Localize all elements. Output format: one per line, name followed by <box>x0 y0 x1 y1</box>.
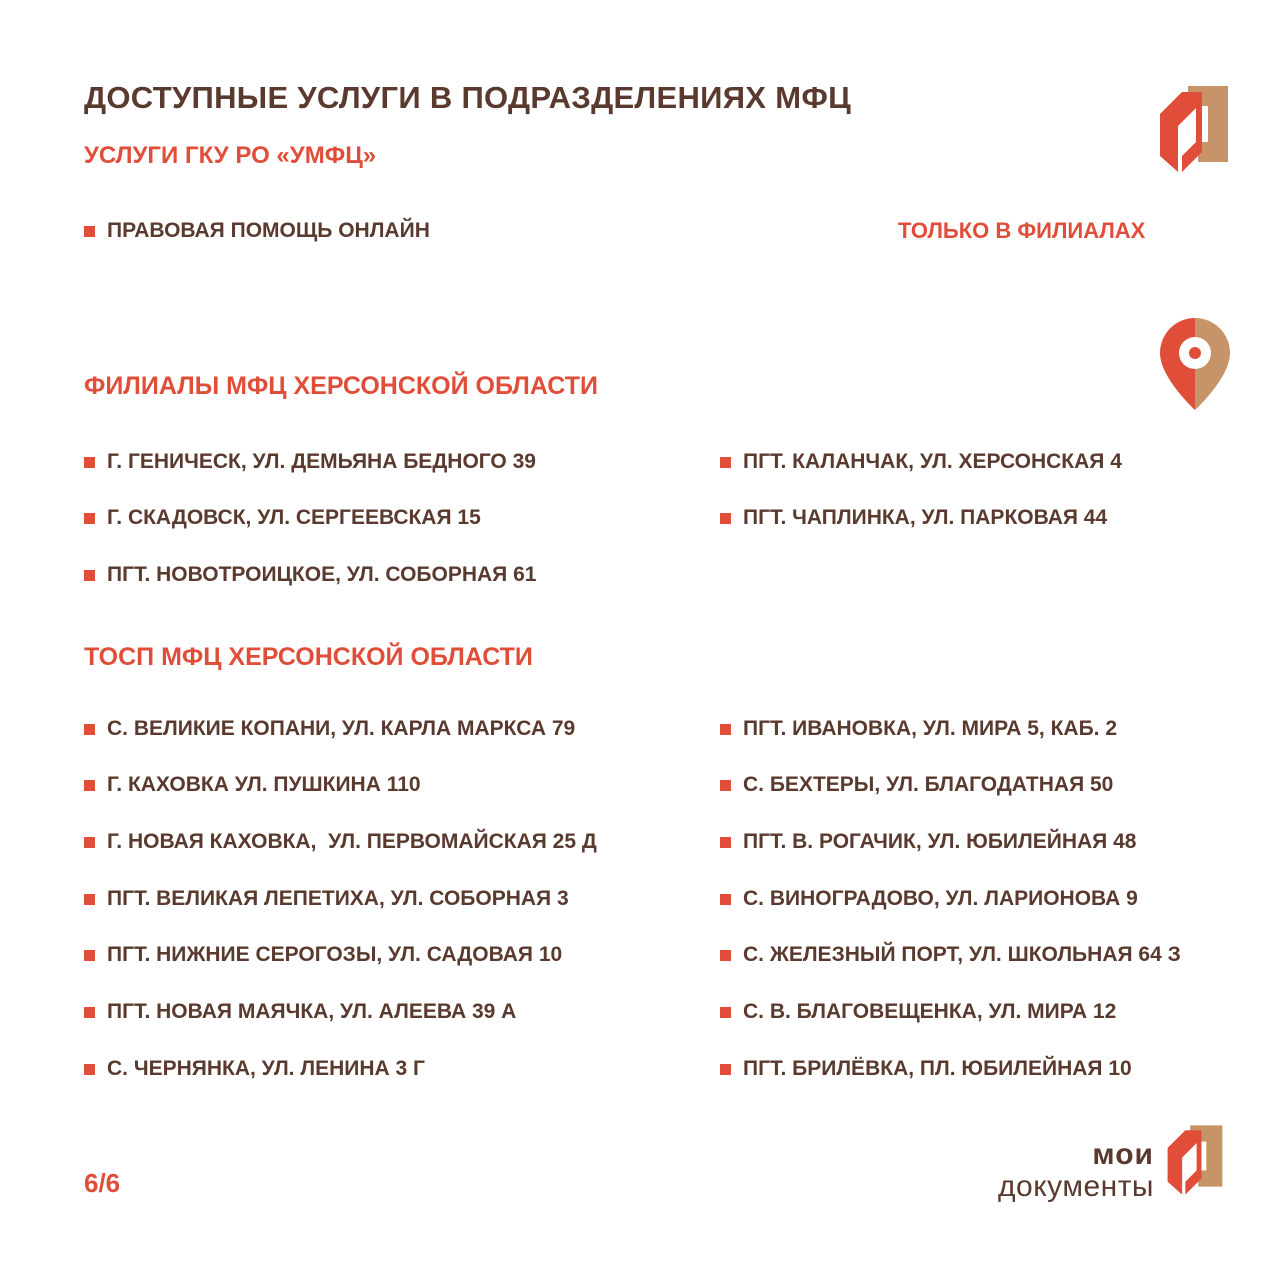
brand-wordmark <box>944 1140 1154 1202</box>
address-label: ПГТ. В. РОГАЧИК, УЛ. ЮБИЛЕЙНАЯ 48 <box>743 830 1137 853</box>
page-number: 6/6 <box>84 1168 121 1198</box>
bullet-icon <box>720 1064 731 1075</box>
list-item <box>84 450 536 474</box>
list-item <box>84 506 481 530</box>
address-label: Г. ГЕНИЧЕСК, УЛ. ДЕМЬЯНА БЕДНОГО 39 <box>107 450 536 473</box>
list-item <box>720 1000 1116 1024</box>
address-label: Г. СКАДОВСК, УЛ. СЕРГЕЕВСКАЯ 15 <box>107 506 481 529</box>
brand-logo-icon <box>1166 1122 1224 1198</box>
page-subtitle: УСЛУГИ ГКУ РО «УМФЦ» <box>84 142 377 169</box>
list-item <box>84 1000 516 1024</box>
brand-top-text: мои <box>1092 1138 1154 1171</box>
list-item <box>720 450 1122 474</box>
mfc-logo-icon <box>1158 86 1230 172</box>
location-pin-icon <box>1160 318 1230 410</box>
bullet-icon <box>84 724 95 735</box>
address-label: Г. НОВАЯ КАХОВКА, УЛ. ПЕРВОМАЙСКАЯ 25 Д <box>107 830 597 853</box>
list-item <box>84 219 430 243</box>
brand-bottom-text: документы <box>998 1170 1154 1203</box>
list-item <box>84 943 562 967</box>
list-item <box>84 563 536 587</box>
address-label: ПГТ. КАЛАНЧАК, УЛ. ХЕРСОНСКАЯ 4 <box>743 450 1122 473</box>
list-item <box>720 506 1107 530</box>
section-title-branches: ФИЛИАЛЫ МФЦ ХЕРСОНСКОЙ ОБЛАСТИ <box>84 372 598 400</box>
list-item <box>84 1057 425 1081</box>
address-label: С. БЕХТЕРЫ, УЛ. БЛАГОДАТНАЯ 50 <box>743 773 1114 796</box>
bullet-icon <box>84 837 95 848</box>
page-title: ДОСТУПНЫЕ УСЛУГИ В ПОДРАЗДЕЛЕНИЯХ МФЦ <box>84 80 852 115</box>
list-item <box>720 943 1181 967</box>
address-label: ПГТ. ЧАПЛИНКА, УЛ. ПАРКОВАЯ 44 <box>743 506 1108 529</box>
bullet-icon <box>84 226 95 237</box>
list-item <box>84 887 569 911</box>
address-label: ПГТ. БРИЛЁВКА, ПЛ. ЮБИЛЕЙНАЯ 10 <box>743 1057 1132 1080</box>
address-label: ПГТ. НОВАЯ МАЯЧКА, УЛ. АЛЕЕВА 39 А <box>107 1000 517 1023</box>
address-label: С. В. БЛАГОВЕЩЕНКА, УЛ. МИРА 12 <box>743 1000 1117 1023</box>
list-item <box>720 773 1113 797</box>
section-title-tosp: ТОСП МФЦ ХЕРСОНСКОЙ ОБЛАСТИ <box>84 643 533 671</box>
bullet-icon <box>720 894 731 905</box>
bullet-icon <box>720 724 731 735</box>
bullet-icon <box>84 457 95 468</box>
service-label: ПРАВОВАЯ ПОМОЩЬ ОНЛАЙН <box>107 219 430 242</box>
bullet-icon <box>84 570 95 581</box>
list-item <box>720 887 1138 911</box>
address-label: ПГТ. ВЕЛИКАЯ ЛЕПЕТИХА, УЛ. СОБОРНАЯ 3 <box>107 887 569 910</box>
list-item <box>720 830 1136 854</box>
address-label: ПГТ. НОВОТРОИЦКОЕ, УЛ. СОБОРНАЯ 61 <box>107 563 537 586</box>
bullet-icon <box>720 950 731 961</box>
bullet-icon <box>720 837 731 848</box>
address-label: С. ЖЕЛЕЗНЫЙ ПОРТ, УЛ. ШКОЛЬНАЯ 64 З <box>743 943 1181 966</box>
bullet-icon <box>720 780 731 791</box>
list-item <box>720 717 1117 741</box>
address-label: Г. КАХОВКА УЛ. ПУШКИНА 110 <box>107 773 421 796</box>
list-item <box>84 717 575 741</box>
address-label: С. ВЕЛИКИЕ КОПАНИ, УЛ. КАРЛА МАРКСА 79 <box>107 717 576 740</box>
bullet-icon <box>84 950 95 961</box>
address-label: С. ЧЕРНЯНКА, УЛ. ЛЕНИНА 3 Г <box>107 1057 425 1080</box>
bullet-icon <box>84 1007 95 1018</box>
bullet-icon <box>720 457 731 468</box>
availability-note: ТОЛЬКО В ФИЛИАЛАХ <box>898 218 1146 243</box>
bullet-icon <box>84 780 95 791</box>
address-label: ПГТ. НИЖНИЕ СЕРОГОЗЫ, УЛ. САДОВАЯ 10 <box>107 943 563 966</box>
address-label: С. ВИНОГРАДОВО, УЛ. ЛАРИОНОВА 9 <box>743 887 1138 910</box>
list-item <box>720 1057 1132 1081</box>
bullet-icon <box>84 513 95 524</box>
bullet-icon <box>720 513 731 524</box>
list-item <box>84 830 597 854</box>
bullet-icon <box>84 1064 95 1075</box>
list-item <box>84 773 421 797</box>
bullet-icon <box>720 1007 731 1018</box>
bullet-icon <box>84 894 95 905</box>
address-label: ПГТ. ИВАНОВКА, УЛ. МИРА 5, КАБ. 2 <box>743 717 1118 740</box>
